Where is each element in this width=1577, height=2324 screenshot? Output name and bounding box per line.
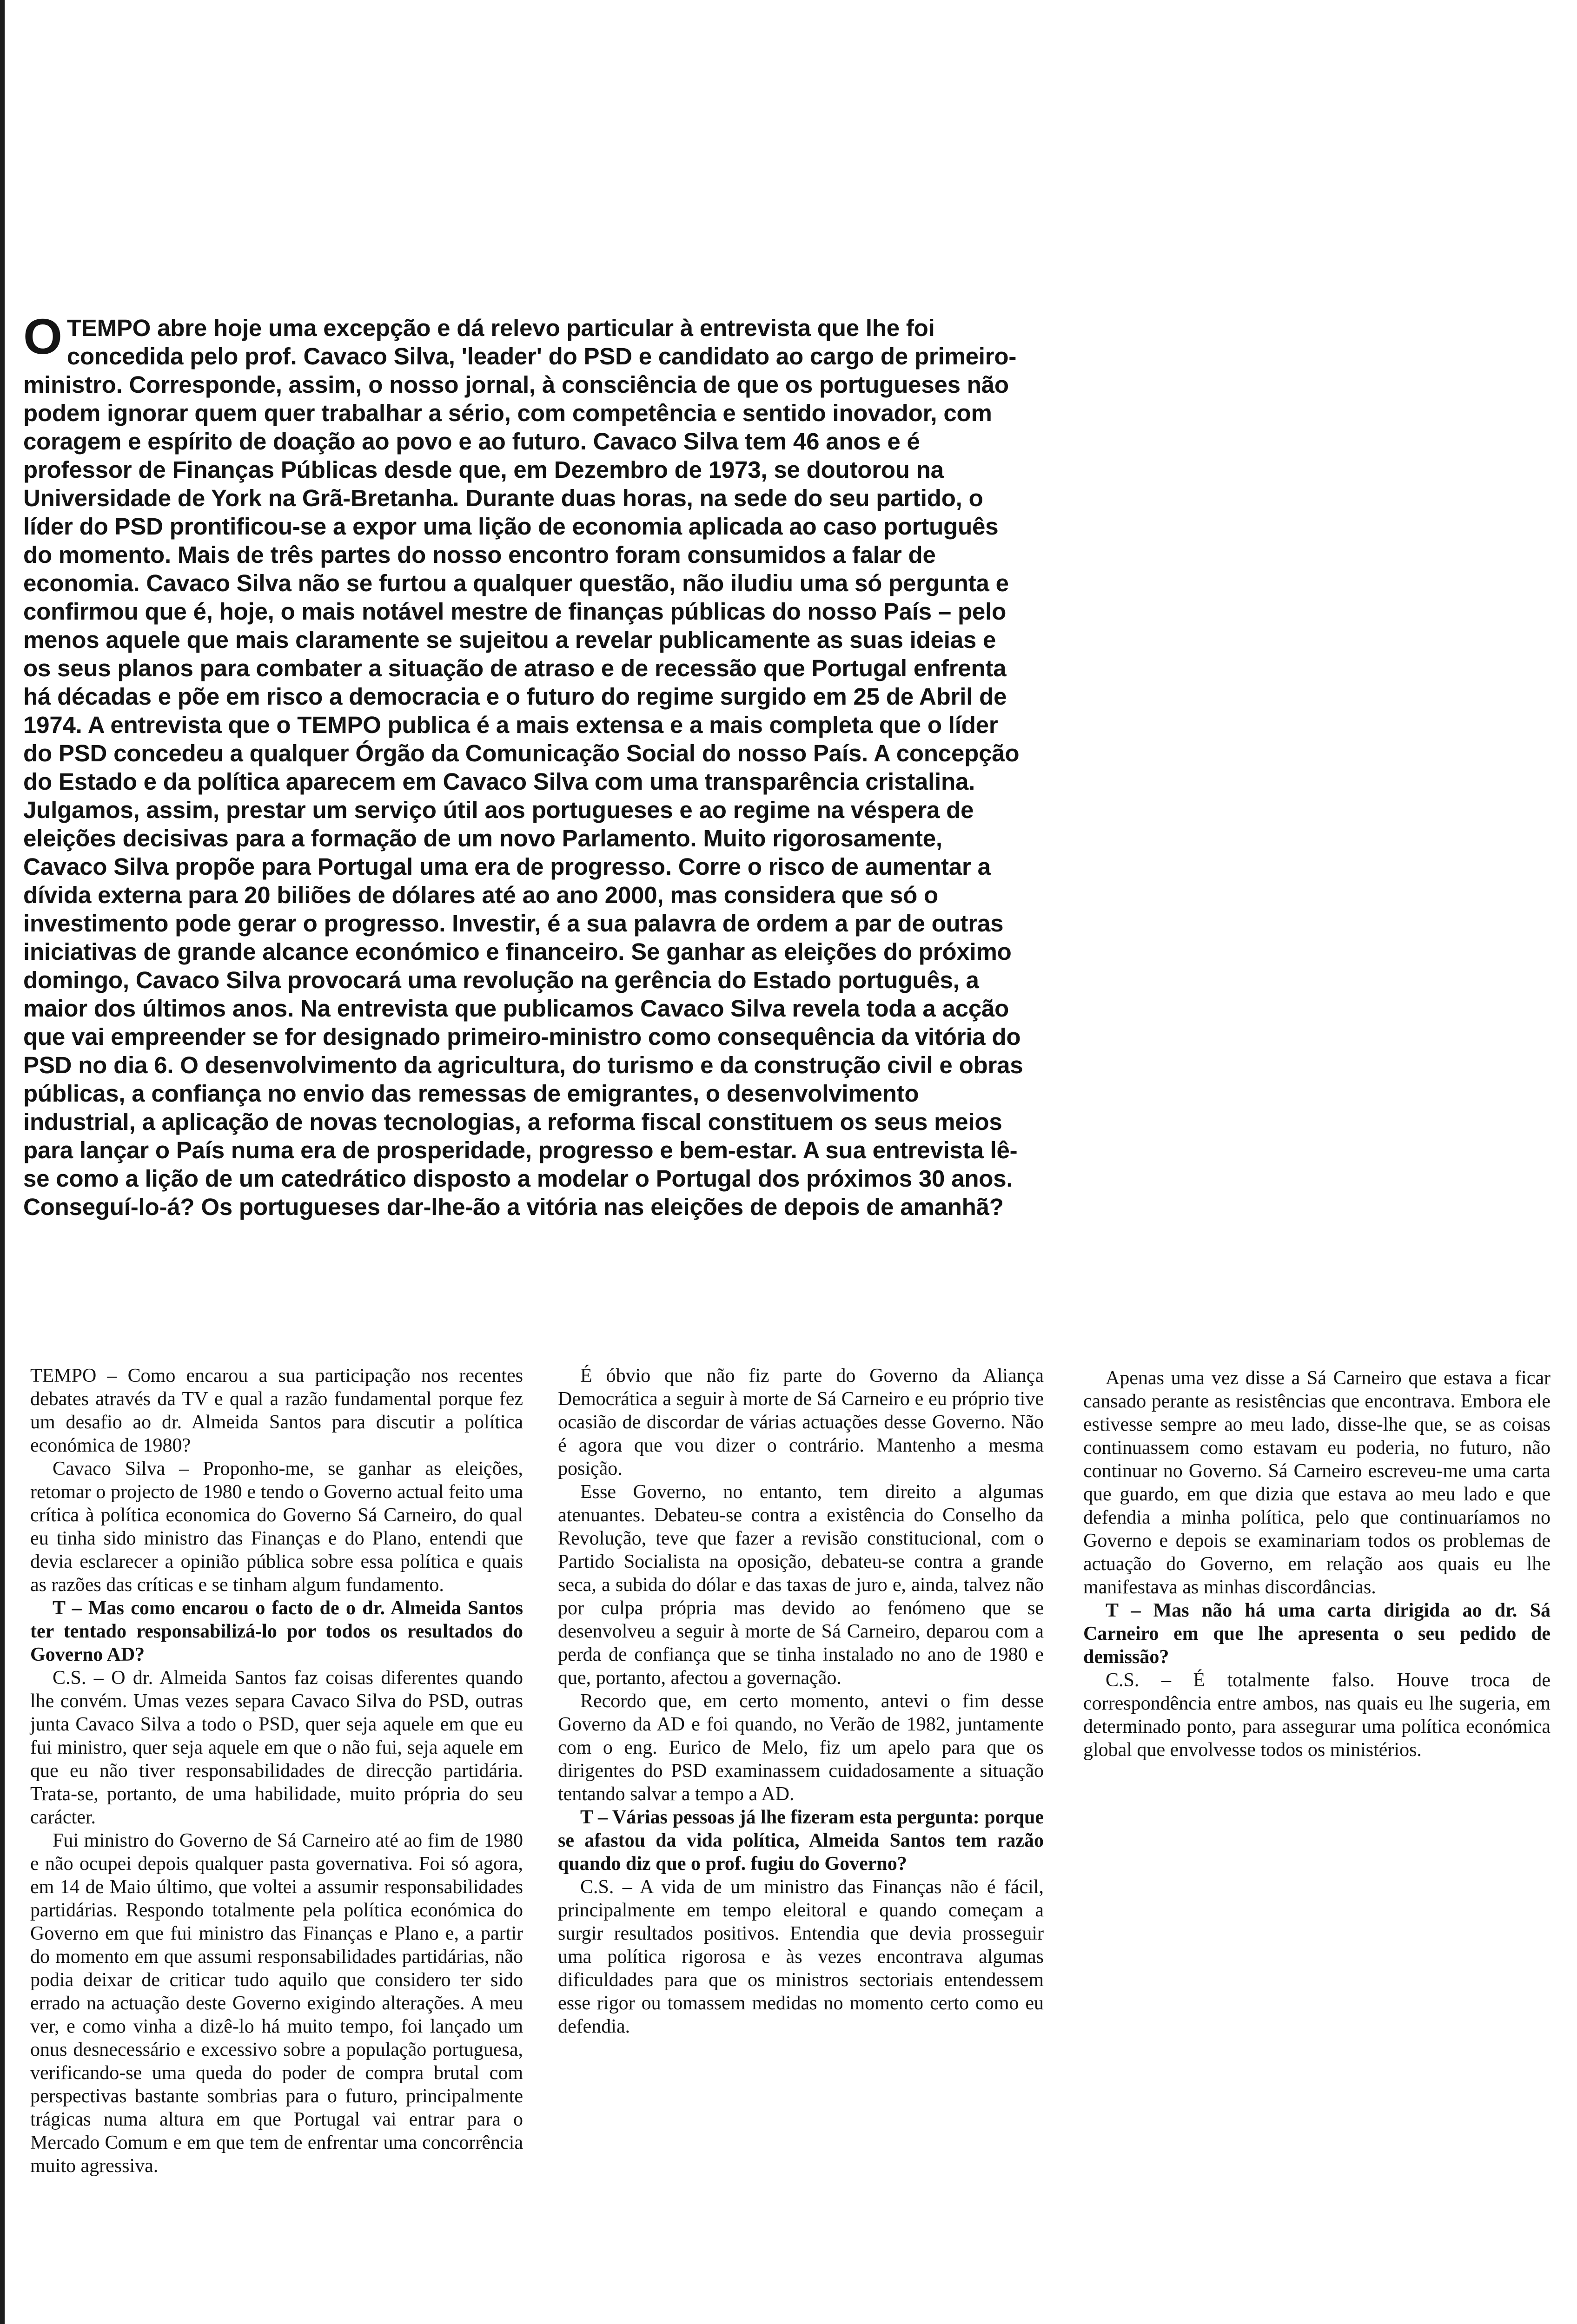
answer-8: Apenas uma vez disse a Sá Carneiro que estava a ficar cansado perante as resistências que encontrava. Embora ele estivesse sempre ao meu lado, disse-lhe que, se as coisas continuassem como estavam eu poderia, no futuro, não continuar no Governo. Sá Carneiro escreveu-me uma carta que guardo, em que dizia que estava ao meu lado e que defendia a minha política, pelo que continuaríamos no Governo e depois se examinariam todos os problemas de actuação do Governo, em relação aos quais eu lhe manifestava as minhas discordâncias. bbox=[1083, 1367, 1550, 1598]
lead-paragraph bbox=[23, 308, 1027, 1221]
answer-2: C.S. – O dr. Almeida Santos faz coisas diferentes quando lhe convém. Umas vezes separa Cavaco Silva do PSD, outras junta Cavaco Silva a todo o PSD, quer seja aquele em que eu fui ministro, quer seja aquele em que o não fui, seja aquele em que eu não tiver responsabilidades de direcção partidária. Trata-se, portanto, de uma habilidade, muito própria do seu carácter. bbox=[30, 1667, 523, 1828]
answer-4: É óbvio que não fiz parte do Governo da Aliança Democrática a seguir à morte de Sá Carneiro e eu próprio tive ocasião de discordar de várias actuações desse Governo. Não é agora que vou dizer o contrário. Mantenho a mesma posição. bbox=[558, 1365, 1044, 1479]
column-2 bbox=[558, 1364, 1044, 2038]
question-1: TEMPO – Como encarou a sua participação nos recentes debates através da TV e qual a razão fundamental porque fez um desafio ao dr. Almeida Santos para discutir a política económica de 1980? bbox=[30, 1365, 523, 1456]
question-3: T – Várias pessoas já lhe fizeram esta pergunta: porque se afastou da vida política, Almeida Santos tem razão quando diz que o prof. fugiu do Governo? bbox=[558, 1807, 1044, 1875]
answer-5: Esse Governo, no entanto, tem direito a algumas atenuantes. Debateu-se contra a existência do Conselho da Revolução, teve que fazer a revisão constitucional, com o Partido Socialista na oposição, debateu-se contra a grande seca, a subida do dólar e das taxas de juro e, ainda, talvez não por culpa própria mas devido ao fenómeno que se desenvolveu a seguir à morte de Sá Carneiro, deparou com a perda de confiança que se tinha instalado no ano de 1980 e que, portanto, afectou a governação. bbox=[558, 1481, 1044, 1689]
dropcap: O bbox=[23, 308, 62, 364]
question-2: T – Mas como encarou o facto de o dr. Almeida Santos ter tentado responsabilizá-lo por todos os resultados do Governo AD? bbox=[30, 1598, 523, 1665]
column-3 bbox=[1083, 1367, 1550, 1762]
answer-1: Cavaco Silva – Proponho-me, se ganhar as eleições, retomar o projecto de 1980 e tendo o Governo actual feito uma crítica à política economica do Governo Sá Carneiro, do qual eu tinha sido ministro das Finanças e do Plano, entendi que devia esclarecer a opinião pública sobre essa política e quais as razões das críticas e se tinham algum fundamento. bbox=[30, 1458, 523, 1596]
page-left-border bbox=[0, 0, 5, 2324]
lead-text: TEMPO abre hoje uma excepção e dá relevo particular à entrevista que lhe foi concedida pelo prof. Cavaco Silva, 'leader' do PSD e candidato ao cargo de primeiro-ministro. Corresponde, assim, o nosso jornal, à consciência de que os portugueses não podem ignorar quem quer trabalhar a sério, com competência e sentido inovador, com coragem e espírito de doação ao povo e ao futuro. Cavaco Silva tem 46 anos e é professor de Finanças Públicas desde que, em Dezembro de 1973, se doutorou na Universidade de York na Grã-Bretanha. Durante duas horas, na sede do seu partido, o líder do PSD prontificou-se a expor uma lição de economia aplicada ao caso português do momento. Mais de três partes do nosso encontro foram consumidos a falar de economia. Cavaco Silva não se furtou a qualquer questão, não iludiu uma só pergunta e confirmou que é, hoje, o mais notável mestre de finanças públicas do nosso País – pelo menos aquele que mais claramente se sujeitou a revelar publicamente as suas ideias e os seus planos para combater a situação de atraso e de recessão que Portugal enfrenta há décadas e põe em risco a democracia e o futuro do regime surgido em 25 de Abril de 1974. A entrevista que o TEMPO publica é a mais extensa e a mais completa que o líder do PSD concedeu a qualquer Órgão da Comunicação Social do nosso País. A concepção do Estado e da política aparecem em Cavaco Silva com uma transparência cristalina. Julgamos, assim, prestar um serviço útil aos portugueses e ao regime na véspera de eleições decisivas para a formação de um novo Parlamento. Muito rigorosamente, Cavaco Silva propõe para Portugal uma era de progresso. Corre o risco de aumentar a dívida externa para 20 biliões de dólares até ao ano 2000, mas considera que só o investimento pode gerar o progresso. Investir, é a sua palavra de ordem a par de outras iniciativas de grande alcance económico e financeiro. Se ganhar as eleições do próximo domingo, Cavaco Silva provocará uma revolução na gerência do Estado português, a maior dos últimos anos. Na entrevista que publicamos Cavaco Silva revela toda a acção que vai empreender se for designado primeiro-ministro como consequência da vitória do PSD no dia 6. O desenvolvimento da agricultura, do turismo e da construção civil e obras públicas, a confiança no envio das remessas de emigrantes, o desenvolvimento industrial, a aplicação de novas tecnologias, a reforma fiscal constituem os seus meios para lançar o País numa era de prosperidade, progresso e bem-estar. A sua entrevista lê-se como a lição de um catedrático disposto a modelar o Portugal dos próximos 30 anos. Conseguí-lo-á? Os portugueses dar-lhe-ão a vitória nas eleições de depois de amanhã? bbox=[23, 315, 1023, 1220]
answer-6: Recordo que, em certo momento, antevi o fim desse Governo da AD e foi quando, no Verão de 1982, juntamente com o eng. Eurico de Melo, fiz um apelo para que os dirigentes do PSD examinassem cuidadosamente a situação tentando salvar a tempo a AD. bbox=[558, 1690, 1044, 1805]
column-1 bbox=[30, 1364, 523, 2178]
answer-3: Fui ministro do Governo de Sá Carneiro até ao fim de 1980 e não ocupei depois qualquer pasta governativa. Foi só agora, em 14 de Maio último, que voltei a assumir responsabilidades partidárias. Respondo totalmente pela política económica do Governo em que fui ministro das Finanças e Plano e, a partir do momento em que assumi responsabilidades partidárias, não podia deixar de criticar tudo aquilo que considero ter sido errado na actuação deste Governo exigindo alterações. A meu ver, e como vinha a dizê-lo há muito tempo, foi lançado um onus desnecessário e excessivo sobre a população portuguesa, verificando-se uma queda do poder de compra brutal com perspectivas bastante sombrias para o futuro, principalmente trágicas numa altura em que Portugal vai entrar para o Mercado Comum e em que tem de enfrentar uma concorrência muito agressiva. bbox=[30, 1830, 523, 2177]
question-4: T – Mas não há uma carta dirigida ao dr. Sá Carneiro em que lhe apresenta o seu pedido de demissão? bbox=[1083, 1600, 1550, 1668]
answer-7: C.S. – A vida de um ministro das Finanças não é fácil, principalmente em tempo eleitoral e quando começam a surgir resultados positivos. Entendia que devia prosseguir uma política rigorosa e às vezes encontrava algumas dificuldades para que os ministros sectoriais entendessem esse rigor ou tomassem medidas no momento certo como eu defendia. bbox=[558, 1876, 1044, 2037]
answer-9: C.S. – É totalmente falso. Houve troca de correspondência entre ambos, nas quais eu lhe sugeria, em determinado ponto, para assegurar uma política económica global que envolvesse todos os ministérios. bbox=[1083, 1670, 1550, 1761]
